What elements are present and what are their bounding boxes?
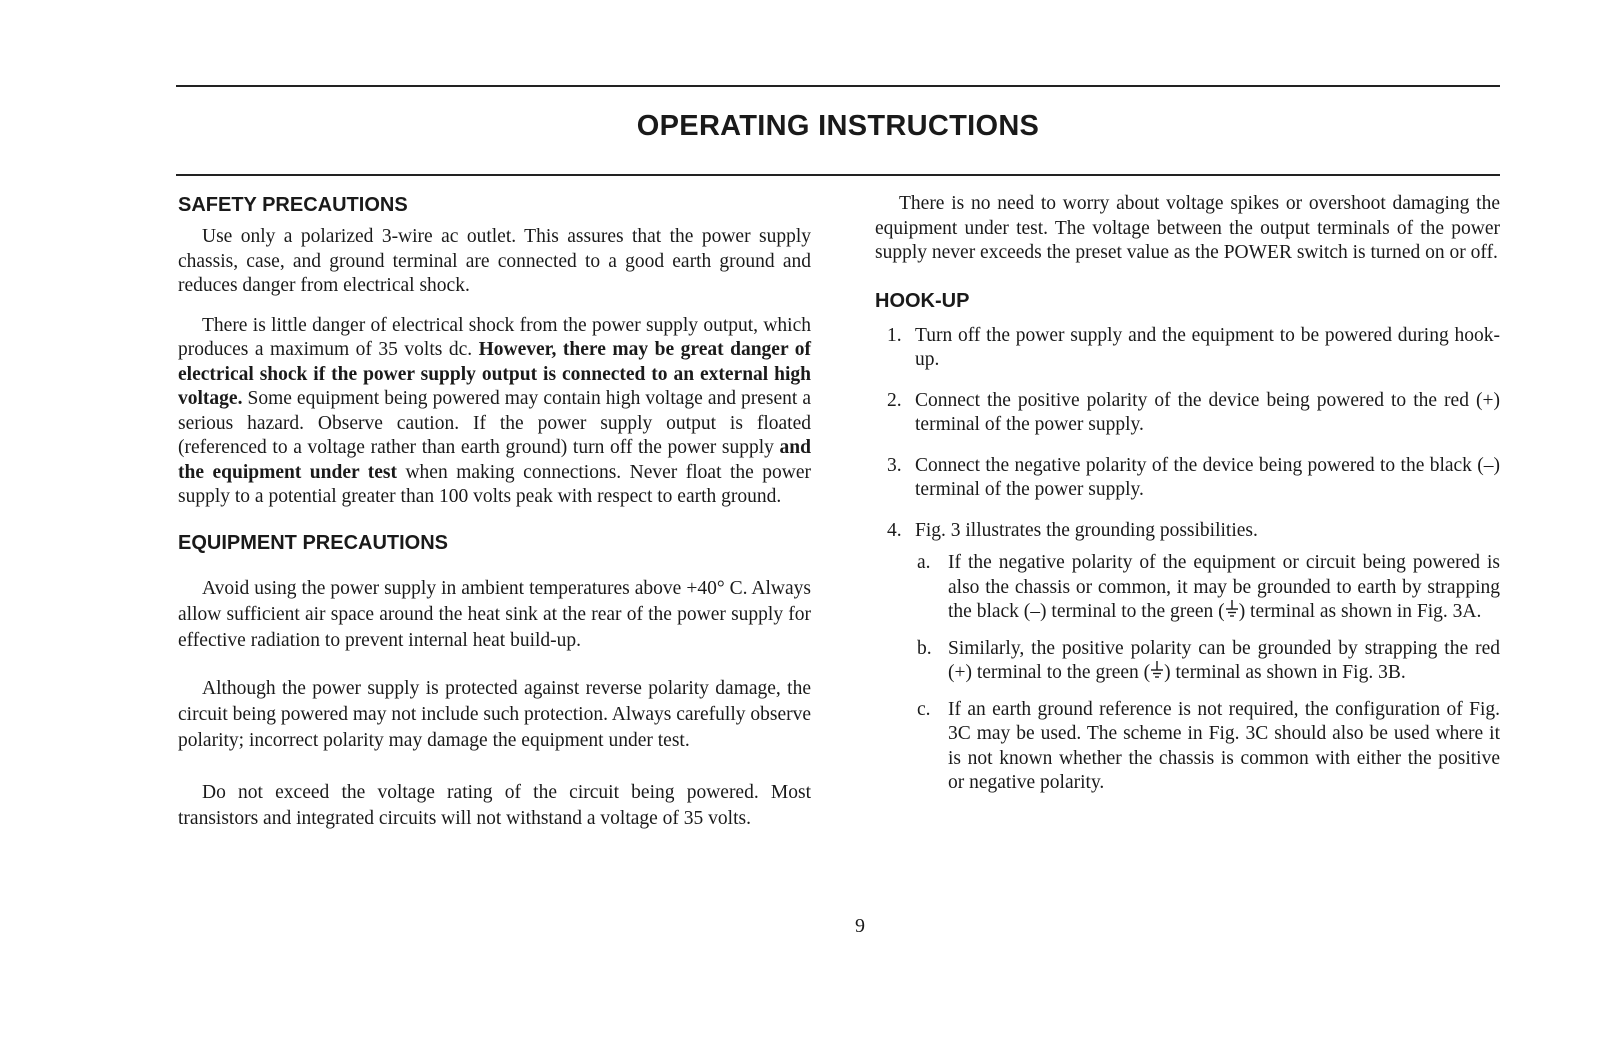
safety-p2-bold-equipment: and the equipment under test bbox=[178, 437, 811, 483]
option-text: If an earth ground reference is not required, the configuration of Fig. 3C may be used. The scheme in Fig. 3C should also be used where it is not known whether the chassis is common with either the positive or negative polarity. bbox=[948, 698, 1500, 793]
right-column bbox=[875, 192, 1500, 812]
step-text: Fig. 3 illustrates the grounding possibilities. bbox=[915, 519, 1258, 541]
option-letter: c. bbox=[917, 698, 931, 720]
option-text-before: Similarly, the positive polarity can be grounded by strapping the red (+) terminal to the green ( bbox=[948, 637, 1500, 683]
option-text-after: ) terminal as shown in Fig. 3B. bbox=[1164, 662, 1406, 683]
grounding-option-c bbox=[915, 698, 1500, 796]
option-text-before: If the negative polarity of the equipment or circuit being powered is also the chassis or common, it may be grounded to earth by strapping the black (–) terminal to the green ( bbox=[948, 552, 1500, 622]
safety-precautions-heading: SAFETY PRECAUTIONS bbox=[178, 194, 408, 216]
ground-symbol-icon bbox=[1150, 661, 1164, 689]
step-number: 2. bbox=[887, 389, 902, 411]
safety-p2-bold-warning: However, there may be great danger of electrical shock if the power supply output is connected to an external high voltage. bbox=[178, 339, 811, 409]
hookup-step bbox=[875, 324, 1500, 373]
hookup-step bbox=[875, 389, 1500, 438]
grounding-option-a bbox=[915, 551, 1500, 628]
equipment-paragraph-1: Avoid using the power supply in ambient temperatures above +40° C. Always allow sufficient air space around the heat sink at the rear of the power supply for effective radiation to prevent internal heat build-up. bbox=[178, 577, 811, 651]
equipment-paragraph-2: Although the power supply is protected against reverse polarity damage, the circuit being powered may not include such protection. Always carefully observe polarity; incorrect polarity may damage the equipment under test. bbox=[178, 677, 812, 751]
step-text: Connect the negative polarity of the device being powered to the black (–) terminal of the power supply. bbox=[915, 454, 1500, 500]
option-text-after: ) terminal as shown in Fig. 3A. bbox=[1238, 601, 1482, 622]
title-bottom-rule bbox=[176, 174, 1500, 176]
step-text: Connect the positive polarity of the device being powered to the red (+) terminal of the power supply. bbox=[915, 389, 1500, 435]
equipment-paragraph-3: Do not exceed the voltage rating of the circuit being powered. Most transistors and integrated circuits will not withstand a voltage of 35 volts. bbox=[178, 781, 811, 829]
step-number: 3. bbox=[887, 454, 902, 476]
grounding-option-b bbox=[915, 637, 1500, 689]
hookup-step bbox=[875, 519, 1500, 796]
hookup-steps-list bbox=[875, 324, 1500, 796]
page-title: OPERATING INSTRUCTIONS bbox=[636, 110, 1040, 142]
voltage-spikes-paragraph: There is no need to worry about voltage spikes or overshoot damaging the equipment under test. The voltage between the output terminals of the power supply never exceeds the preset value as the POWER switch is turned on or off. bbox=[875, 193, 1500, 263]
top-rule bbox=[176, 85, 1500, 87]
left-column bbox=[178, 192, 811, 832]
safety-paragraph-1: Use only a polarized 3-wire ac outlet. This assures that the power supply chassis, case, and ground terminal are connected to a good earth ground and reduces danger from electrical shock. bbox=[178, 226, 811, 296]
safety-paragraph-2 bbox=[178, 314, 811, 510]
step-number: 1. bbox=[887, 324, 902, 346]
safety-p2-text-a: There is little danger of electrical shock from the power supply output, which produces a maximum of 35 volts dc. bbox=[178, 314, 811, 360]
grounding-options-list bbox=[915, 551, 1500, 796]
option-letter: b. bbox=[917, 637, 932, 659]
step-text: Turn off the power supply and the equipment to be powered during hook-up. bbox=[915, 324, 1500, 370]
hookup-step bbox=[875, 454, 1500, 503]
equipment-precautions-heading: EQUIPMENT PRECAUTIONS bbox=[178, 531, 449, 554]
step-number: 4. bbox=[887, 519, 902, 541]
hookup-heading: HOOK-UP bbox=[875, 289, 970, 312]
safety-p2-text-b: Some equipment being powered may contain high voltage and present a serious hazard. Observe caution. If the power supply output is floated (referenced to a voltage rather than earth ground) turn off the power supply bbox=[178, 388, 811, 458]
safety-p2-text-c: when making connections. Never float the power supply to a potential greater than 100 volts peak with respect to earth ground. bbox=[178, 461, 812, 507]
page-number: 9 bbox=[855, 915, 865, 937]
option-letter: a. bbox=[917, 552, 931, 573]
ground-symbol-icon bbox=[1225, 600, 1239, 628]
